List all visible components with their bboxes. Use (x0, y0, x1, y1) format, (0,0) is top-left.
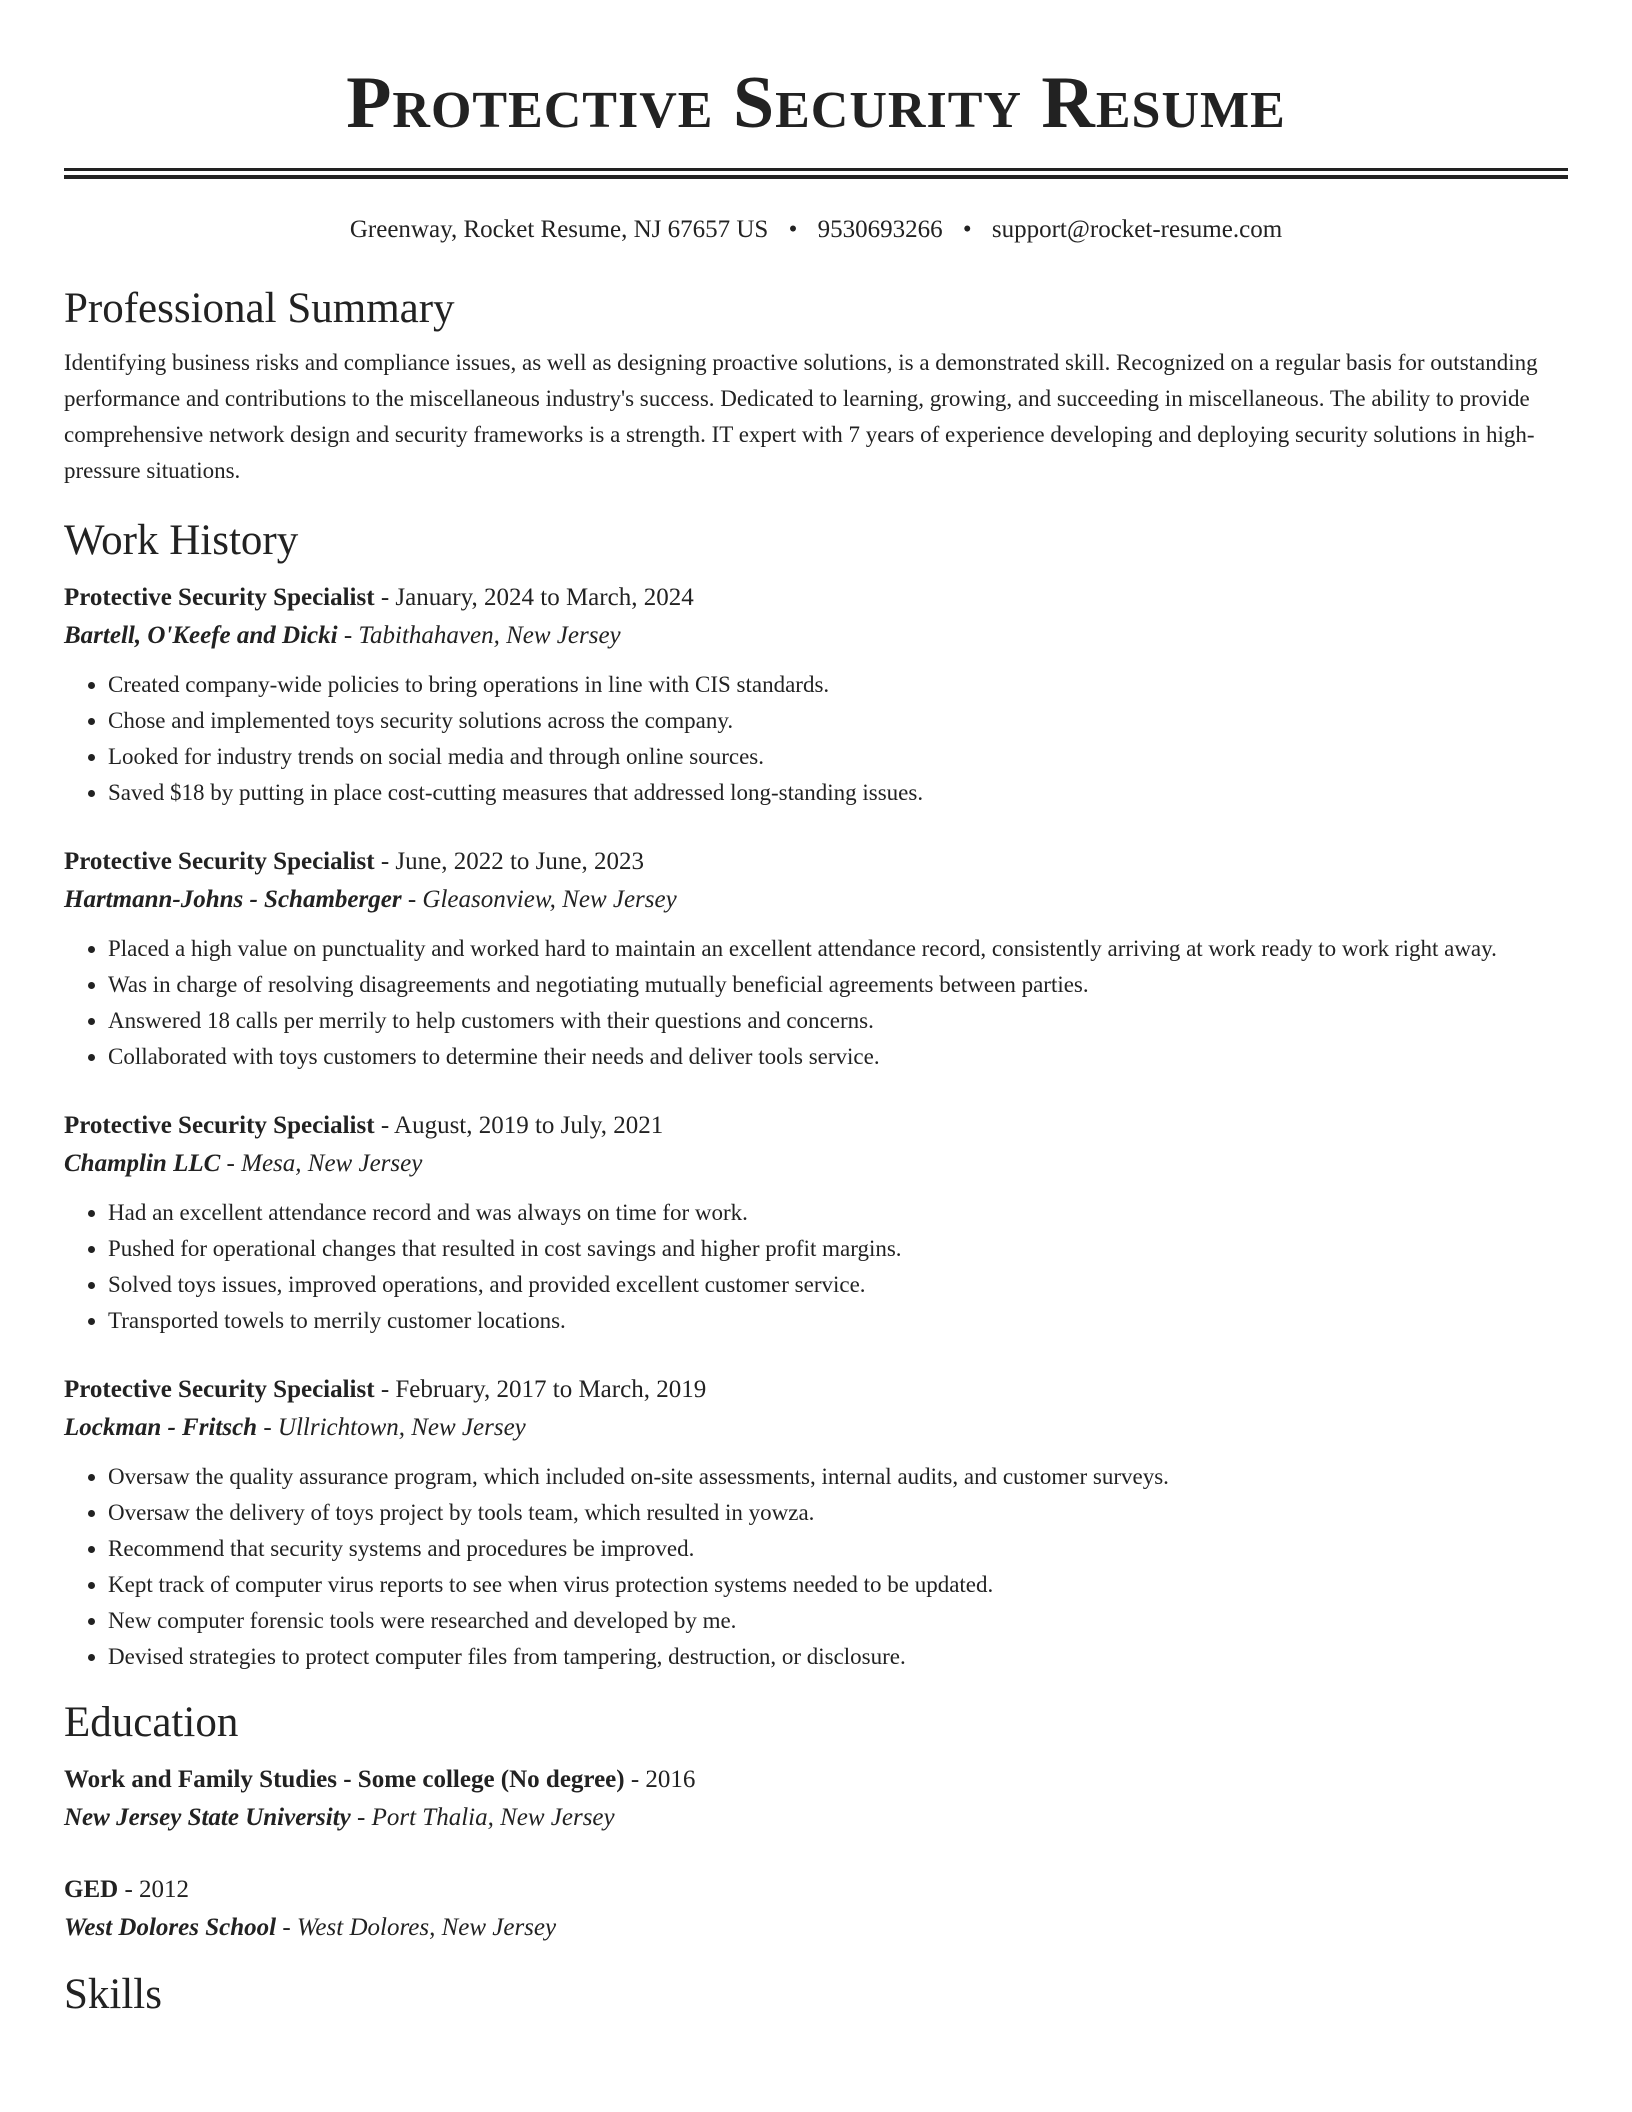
duty-item: • Recommend that security systems and procedures be improved. (108, 1531, 1568, 1567)
contact-address: Greenway, Rocket Resume, NJ 67657 US (349, 216, 769, 243)
duty-item: • Placed a high value on punctuality and worked hard to maintain an excellent attendance record, consistently arriving at work ready to work right away. (108, 931, 1568, 967)
duty-item: • Answered 18 calls per merrily to help customers with their questions and concerns. (108, 1003, 1568, 1039)
resume-title: Protective Security Resume (346, 62, 1286, 144)
education-institution (64, 1799, 1568, 1837)
duty-item: • Collaborated with toys customers to determine their needs and deliver tools service. (108, 1039, 1568, 1075)
job-location: - Ullrichtown, New Jersey (257, 1414, 526, 1441)
duty-item: • New computer forensic tools were researched and developed by me. (108, 1603, 1568, 1639)
job-dates: - January, 2024 to March, 2024 (374, 584, 694, 611)
job-duties (64, 931, 1568, 1075)
education-degree: GED (64, 1876, 119, 1903)
education-year: - 2016 (624, 1766, 696, 1793)
contact-separator: • (962, 216, 972, 243)
education-location: - West Dolores, New Jersey (276, 1914, 557, 1941)
job-header (64, 1107, 1568, 1145)
education-year: - 2012 (118, 1876, 190, 1903)
job-entry (64, 579, 1568, 811)
duty-item: • Had an excellent attendance record and was always on time for work. (108, 1195, 1568, 1231)
job-employer (64, 881, 1568, 919)
duty-item: • Oversaw the delivery of toys project by tools team, which resulted in yowza. (108, 1495, 1568, 1531)
job-entry (64, 1107, 1568, 1339)
job-location: - Tabithahaven, New Jersey (337, 622, 621, 649)
job-location: - Gleasonview, New Jersey (401, 886, 677, 913)
resume-page (64, 0, 1568, 2021)
job-employer (64, 617, 1568, 655)
duty-item: • Devised strategies to protect computer files from tampering, destruction, or disclosure. (108, 1639, 1568, 1675)
job-header (64, 579, 1568, 617)
job-duties (64, 667, 1568, 811)
job-duties (64, 1459, 1568, 1675)
job-header (64, 843, 1568, 881)
duty-item: • Transported towels to merrily customer locations. (108, 1303, 1568, 1339)
duty-item: • Oversaw the quality assurance program, which included on-site assessments, internal audits, and customer surveys. (108, 1459, 1568, 1495)
education-institution (64, 1909, 1568, 1947)
work-history-heading: Work History (64, 517, 299, 564)
duty-item: • Saved $18 by putting in place cost-cutting measures that addressed long-standing issues. (108, 775, 1568, 811)
duty-item: • Created company-wide policies to bring operations in line with CIS standards. (108, 667, 1568, 703)
skills-heading: Skills (64, 1971, 162, 2018)
education-school: West Dolores School (64, 1914, 277, 1941)
education-degree: Work and Family Studies - Some college (No degree) (64, 1766, 625, 1793)
education-location: - Port Thalia, New Jersey (350, 1804, 615, 1831)
education-school: New Jersey State University (64, 1804, 351, 1831)
job-employer (64, 1409, 1568, 1447)
job-dates: - August, 2019 to July, 2021 (374, 1112, 664, 1139)
job-role: Protective Security Specialist (64, 1112, 375, 1139)
job-dates: - June, 2022 to June, 2023 (374, 848, 644, 875)
summary-heading: Professional Summary (64, 285, 455, 332)
job-company: Hartmann-Johns - Schamberger (64, 886, 402, 913)
job-company: Champlin LLC (64, 1150, 221, 1177)
job-location: - Mesa, New Jersey (220, 1150, 423, 1177)
job-duties (64, 1195, 1568, 1339)
job-company: Bartell, O'Keefe and Dicki (64, 622, 338, 649)
job-role: Protective Security Specialist (64, 848, 375, 875)
title-divider (64, 168, 1568, 179)
duty-item: • Pushed for operational changes that resulted in cost savings and higher profit margins. (108, 1231, 1568, 1267)
job-company: Lockman - Fritsch (64, 1414, 258, 1441)
job-entry (64, 1371, 1568, 1675)
duty-item: • Chose and implemented toys security solutions across the company. (108, 703, 1568, 739)
job-header (64, 1371, 1568, 1409)
education-entry (64, 1761, 1568, 1837)
education-header (64, 1871, 1568, 1909)
job-role: Protective Security Specialist (64, 1376, 375, 1403)
contact-line (64, 215, 1568, 245)
contact-separator: • (788, 216, 798, 243)
summary-text: Identifying business risks and compliance issues, as well as designing proactive solutions, is a demonstrated skill. Recognized on a regular basis for outstanding performance and contributions to the miscellaneous industry's success. Dedicated to learning, growing, and succeeding in miscellaneous. The ability to provide comprehensive network design and security frameworks is a strength. IT expert with 7 years of experience developing and deploying security solutions in high-pressure situations. (64, 350, 1538, 483)
contact-phone: 9530693266 (817, 216, 943, 243)
contact-email: support@rocket-resume.com (991, 216, 1283, 243)
job-dates: - February, 2017 to March, 2019 (374, 1376, 707, 1403)
education-heading: Education (64, 1699, 239, 1746)
duty-item: • Solved toys issues, improved operations, and provided excellent customer service. (108, 1267, 1568, 1303)
job-employer (64, 1145, 1568, 1183)
job-role: Protective Security Specialist (64, 584, 375, 611)
job-entry (64, 843, 1568, 1075)
duty-item: • Looked for industry trends on social media and through online sources. (108, 739, 1568, 775)
duty-item: • Kept track of computer virus reports to see when virus protection systems needed to be updated. (108, 1567, 1568, 1603)
education-header (64, 1761, 1568, 1799)
duty-item: • Was in charge of resolving disagreements and negotiating mutually beneficial agreements between parties. (108, 967, 1568, 1003)
education-entry (64, 1871, 1568, 1947)
